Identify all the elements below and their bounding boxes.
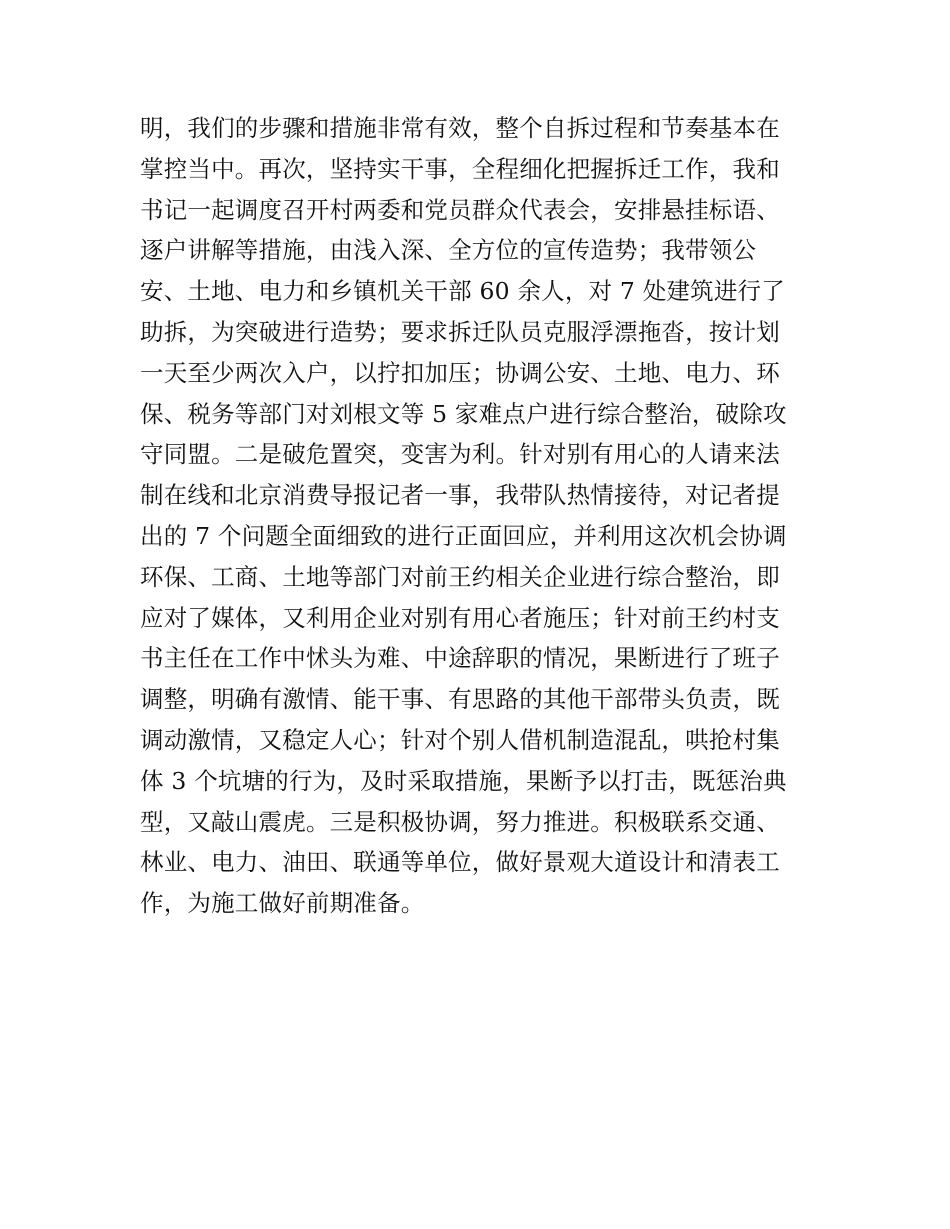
text-line: 调动激情，又稳定人心；针对个别人借机制造混乱，哄抢村集 [140,725,780,754]
text-line: 应对了媒体，又利用企业对别有用心者施压；针对前王约村支 [140,603,780,632]
text-line: 一天至少两次入户，以拧扣加压；协调公安、土地、电力、环 [140,358,780,387]
text-line: 环保、工商、土地等部门对前王约相关企业进行综合整治，即 [140,562,780,591]
text-line: 林业、电力、油田、联通等单位，做好景观大道设计和清表工 [140,848,780,877]
text-line: 制在线和北京消费导报记者一事，我带队热情接待，对记者提 [140,481,780,510]
text-line: 调整，明确有激情、能干事、有思路的其他干部带头负责，既 [140,685,780,714]
text-line: 掌控当中。再次，坚持实干事，全程细化把握拆迁工作，我和 [140,154,780,183]
text-line: 出的 7 个问题全面细致的进行正面回应，并利用这次机会协调 [140,521,787,550]
text-line: 型，又敲山震虎。三是积极协调，努力推进。积极联系交通、 [140,807,780,836]
text-line: 守同盟。二是破危置突，变害为利。针对别有用心的人请来法 [140,440,780,469]
text-line: 书记一起调度召开村两委和党员群众代表会，安排悬挂标语、 [140,195,780,224]
text-line: 助拆，为突破进行造势；要求拆迁队员克服浮漂拖沓，按计划 [140,317,780,346]
body-text [140,108,820,924]
text-line: 安、土地、电力和乡镇机关干部 60 余人，对 7 处建筑进行了 [140,277,785,306]
text-line: 明，我们的步骤和措施非常有效，整个自拆过程和节奏基本在 [140,114,780,142]
text-line: 保、税务等部门对刘根文等 5 家难点户进行综合整治，破除攻 [140,399,787,428]
text-line: 逐户讲解等措施，由浅入深、全方位的宣传造势；我带领公 [140,236,757,265]
text-line: 作，为施工做好前期准备。 [140,889,425,918]
text-line: 体 3 个坑塘的行为，及时采取措施，果断予以打击，既惩治典 [140,766,787,795]
text-line: 书主任在工作中怵头为难、中途辞职的情况，果断进行了班子 [140,644,780,673]
